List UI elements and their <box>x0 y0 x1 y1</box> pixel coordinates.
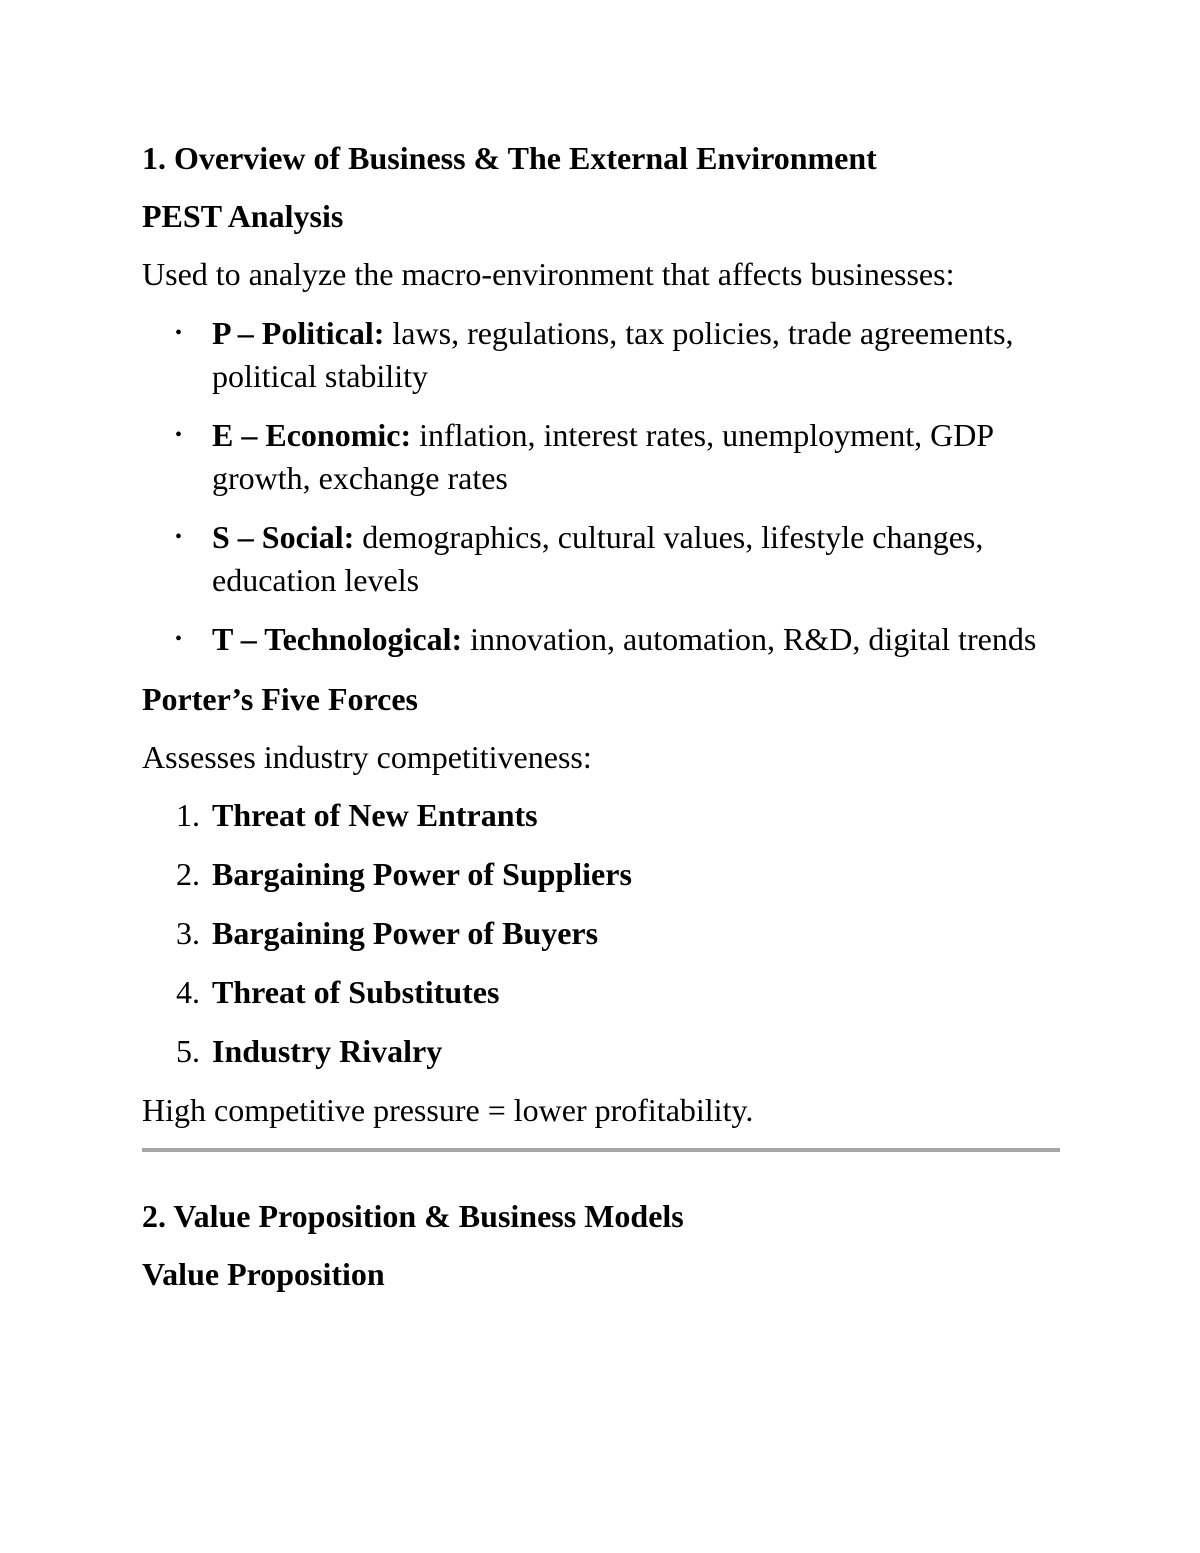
list-item <box>142 854 1060 894</box>
list-item <box>142 913 1060 953</box>
section-2-title: 2. Value Proposition & Business Models <box>142 1198 684 1234</box>
list-item <box>142 972 1060 1012</box>
value-proposition-heading: Value Proposition <box>142 1256 385 1292</box>
porter-conclusion: High competitive pressure = lower profitability. <box>142 1092 754 1128</box>
list-number: 1. <box>176 797 200 833</box>
pest-intro: Used to analyze the macro-environment that affects businesses: <box>142 256 955 292</box>
list-item <box>142 414 1060 500</box>
pest-heading: PEST Analysis <box>142 198 344 234</box>
pest-item-label: T – Technological: <box>212 621 463 657</box>
section-divider <box>142 1148 1060 1152</box>
bullet-icon: • <box>175 628 183 650</box>
pest-item-text: laws, regulations, tax policies, trade agreements, political stability <box>212 315 1014 394</box>
force-label: Threat of New Entrants <box>212 797 538 833</box>
list-number: 4. <box>176 974 200 1010</box>
pest-item-label: E – Economic: <box>212 417 412 453</box>
porter-list <box>142 795 1060 1071</box>
pest-item-label: P – Political: <box>212 315 385 351</box>
pest-item-text: innovation, automation, R&D, digital trends <box>462 621 1037 657</box>
list-item <box>142 795 1060 835</box>
force-label: Bargaining Power of Buyers <box>212 915 599 951</box>
pest-item-text: inflation, interest rates, unemployment, GDP growth, exchange rates <box>212 417 993 496</box>
list-number: 5. <box>176 1033 200 1069</box>
bullet-icon: • <box>175 526 183 548</box>
porter-heading: Porter’s Five Forces <box>142 681 418 717</box>
bullet-icon: • <box>175 424 183 446</box>
pest-list <box>142 312 1060 661</box>
list-number: 2. <box>176 856 200 892</box>
list-number: 3. <box>176 915 200 951</box>
list-item <box>142 618 1060 661</box>
porter-intro: Assesses industry competitiveness: <box>142 739 592 775</box>
force-label: Industry Rivalry <box>212 1033 443 1069</box>
list-item <box>142 516 1060 602</box>
bullet-icon: • <box>175 322 183 344</box>
document-page <box>142 138 1060 1312</box>
list-item <box>142 1031 1060 1071</box>
force-label: Threat of Substitutes <box>212 974 500 1010</box>
pest-item-label: S – Social: <box>212 519 355 555</box>
pest-item-text: demographics, cultural values, lifestyle changes, education levels <box>212 519 984 598</box>
list-item <box>142 312 1060 398</box>
force-label: Bargaining Power of Suppliers <box>212 856 632 892</box>
section-1-title: 1. Overview of Business & The External Environment <box>142 140 877 176</box>
